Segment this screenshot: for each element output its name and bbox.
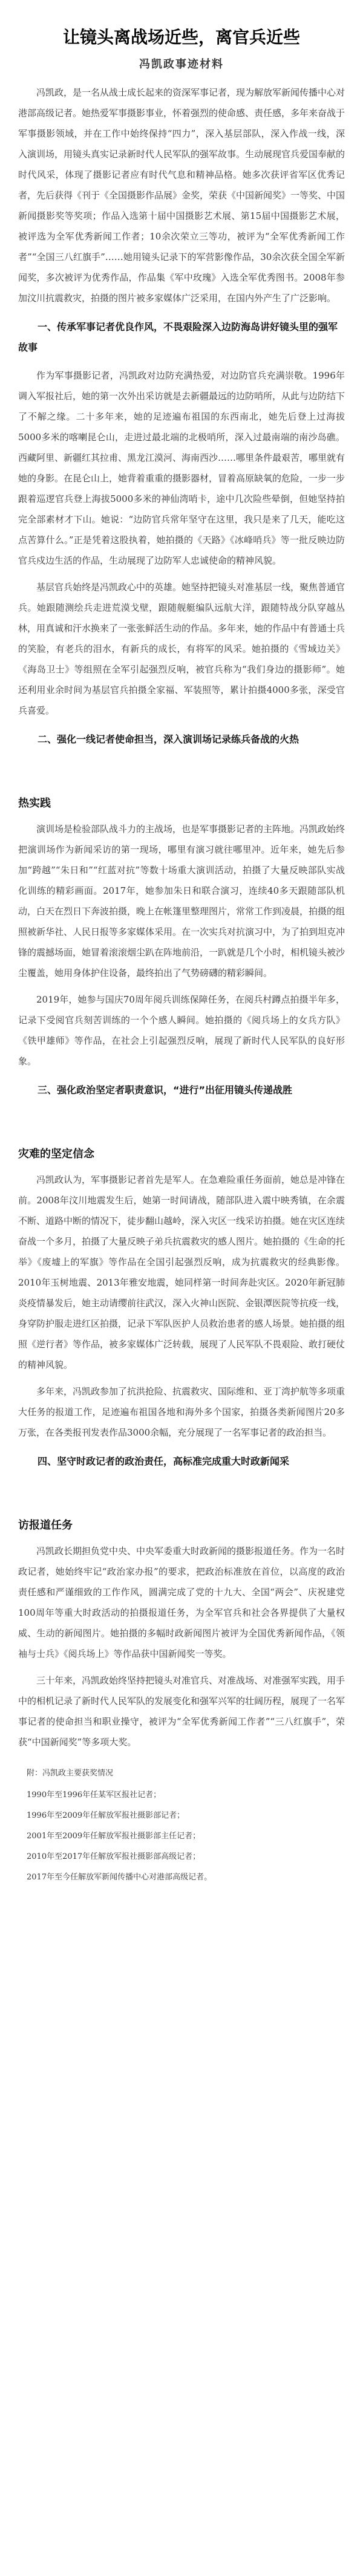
section-heading-4: 四、坚守时政记者的政治责任，高标准完成重大时政新闻采 — [38, 1456, 290, 1467]
section-4-paragraph-2: 三十年来，冯凯政始终坚持把镜头对准官兵、对准战场、对准强军实践，用手中的相机记录了新时代人民军队的发展变化和强军兴军的壮阔历程，展现了一名军事记者的使命担当和职业操守，被评为“全军优秀新闻工作者”“三八红旗手”，荣获“中国新闻奖”等多项大奖。 — [18, 1675, 345, 1748]
section-3-paragraph-2: 多年来，冯凯政参加了抗洪抢险、抗震救灾、国际维和、亚丁湾护航等多项重大任务的报道工作，足迹遍布祖国各地和海外多个国家，拍摄各类新闻图片20多万张，在各类报刊发表作品3000余幅，充分展现了一名军事记者的政治担当。 — [18, 1386, 345, 1438]
section-3-paragraph-1: 冯凯政认为，军事摄影记者首先是军人。在急难险重任务面前，她总是冲锋在前。2008年汶川地震发生后，她第一时间请战，随部队进入震中映秀镇，在余震不断、道路中断的情况下，徒步翻山越岭，深入灾区一线采访拍摄。她在灾区连续奋战一个多月，拍摄了大量反映子弟兵抗震救灾的感人图片。她拍摄的《生命的托举》《废墟上的军旗》等作品在全国引起强烈反响，成为抗震救灾的经典影像。2010年玉树地震、2013年雅安地震，她同样第一时间奔赴灾区。2020年新冠肺炎疫情暴发后，她主动请缨前往武汉，深入火神山医院、金银潭医院等抗疫一线，身穿防护服走进红区拍摄，记录下军队医护人员救治患者的感人场景。她拍摄的组照《逆行者》等作品，被多家媒体广泛转载，展现了人民军队不畏艰险、敢打硬仗的精神风貌。 — [18, 1174, 345, 1370]
appendix-item: 2017年至今任解放军新闻传播中心对港部高级记者。 — [27, 1873, 212, 1882]
section-heading-1: 一、传承军事记者优良作风，不畏艰险深入边防海岛讲好镜头里的强军故事 — [18, 321, 338, 353]
section-4-paragraph-1: 冯凯政长期担负党中央、中央军委重大时政新闻的摄影报道任务。作为一名时政记者，她始终牢记“政治家办报”的要求，把政治标准放在首位，以高度的政治责任感和严谨细致的工作作风，圆满完成了党的十九大、全国“两会”、庆祝建党100周年等重大时政活动的拍摄报道任务，为全军官兵和社会各界提供了大量权威、生动的新闻图片。她拍摄的多幅时政新闻图片被评为全国优秀新闻作品，《领袖与士兵》《阅兵场上》等作品获中国新闻奖一等奖。 — [18, 1546, 345, 1659]
article-title: 让镜头离战场近些，离官兵近些 — [62, 27, 300, 47]
section-1-paragraph-1: 作为军事摄影记者，冯凯政对边防充满热爱，对边防官兵充满崇敬。1996年调入军报社后，她的第一次外出采访就是去新疆最远的边防哨所，从此与边防结下了不解之缘。二十多年来，她的足迹遍布祖国的东西南北，她先后登上过海拔5000多米的喀喇昆仑山，走进过最北端的北极哨所，深入过最南端的南沙岛礁。西藏阿里、新疆红其拉甫、黑龙江漠河、海南西沙……哪里条件最艰苦，哪里就有她的身影。在昆仑山上，她背着重重的摄影器材，冒着高原缺氧的危险，一步一步跟着巡逻官兵登上海拔5000多米的神仙湾哨卡，途中几次险些晕倒，但她坚持拍完全部素材才下山。她说：“边防官兵常年坚守在这里，我只是来了几天，能吃这点苦算什么。”正是凭着这股执着，她拍摄的《天路》《冰峰哨兵》等一批反映边防官兵戍边生活的作品，生动展现了边防军人忠诚使命的精神风貌。 — [18, 370, 345, 566]
appendix-item: 1996年至2009年任解放军报社摄影部记者； — [27, 1811, 185, 1820]
section-heading-3: 三、强化政治坚定者职责意识，“进行”出征用镜头传递战胜 — [38, 1084, 293, 1096]
appendix-item: 1990年至1996年任某军区报社记者； — [27, 1791, 162, 1800]
intro-paragraph: 冯凯政，是一名从战士成长起来的资深军事记者，现为解放军新闻传播中心对港部高级记者。她热爱军事摄影事业，怀着强烈的使命感、责任感，多年来奋战于军事摄影领域，并在工作中始终保持“四力”，深入基层部队，深入作战一线，深入演训场，用镜头真实记录新时代人民军队的强军故事。生动展现官兵爱国奉献的时代风采，体现了摄影记者应有时代气息和精神品格。她多次获评省军区优秀记者，先后获得《刊于《全国摄影作品展》金奖，荣获《中国新闻奖》一等奖、中国新闻摄影奖等奖项；作品入选第十届中国摄影艺术展、第15届中国摄影艺术展，被评选为全军优秀新闻工作者；10余次荣立三等功，被评为“全军优秀新闻工作者”“全国三八红旗手”……她用镜头记录下的军营影像作品，30余次获全国全军新闻奖，多次被评为优秀作品，作品集《军中玫瑰》入选全军优秀图书。2008年参加汶川抗震救灾，拍摄的图片被多家媒体广泛采用，在国内外产生了广泛影响。 — [18, 87, 345, 304]
article-subtitle: 冯凯政事迹材料 — [139, 58, 224, 71]
appendix-title: 附：冯凯政主要获奖情况 — [27, 1769, 114, 1778]
appendix-item: 2001年至2009年任解放军报社摄影部主任记者； — [27, 1832, 201, 1841]
appendix-list — [18, 1785, 345, 1888]
section-1-paragraph-2: 基层官兵始终是冯凯政心中的英雄。她坚持把镜头对准基层一线，聚焦普通官兵。她跟随测绘兵走进荒漠戈壁，跟随舰艇编队远航大洋，跟随特战分队穿越丛林，用真诚和汗水换来了一张张鲜活生动的作品。多年来，她的作品中有普通士兵的笑脸，有老兵的泪水，有新兵的成长，有将军的风采。她拍摄的《雪域边关》《海岛卫士》等组照在全军引起强烈反响，被官兵称为“我们身边的摄影师”。她还利用业余时间为基层官兵拍摄全家福、军装照等，累计拍摄4000多张，深受官兵喜爱。 — [18, 582, 345, 716]
section-4-subheading: 访报道任务 — [18, 1519, 73, 1532]
section-2-paragraph-1: 演训场是检验部队战斗力的主战场，也是军事摄影记者的主阵地。冯凯政始终把演训场作为新闻采访的第一现场，哪里有演习就往哪里冲。近年来，她先后参加“跨越”“朱日和”“红蓝对抗”等数十场重大演训活动，拍摄了大量反映部队实战化训练的精彩画面。2017年，她参加朱日和联合演习，连续40多天跟随部队机动，白天在烈日下奔波拍摄，晚上在帐篷里整理图片，常常工作到凌晨，拍摄的组照被新华社、人民日报等多家媒体采用。在一次实兵对抗演习中，为了拍到坦克冲锋的震撼场面，她冒着滚滚烟尘趴在阵地前沿，一趴就是几个小时，相机镜头被沙尘覆盖，她用身体护住设备，最终拍出了气势磅礴的精彩瞬间。 — [18, 824, 345, 978]
section-2-subheading: 热实践 — [18, 797, 51, 810]
section-2-paragraph-2: 2019年，她参与国庆70周年阅兵训练保障任务，在阅兵村蹲点拍摄半年多，记录下受阅官兵刻苦训练的一个个感人瞬间。她拍摄的《阅兵场上的女兵方队》《铁甲雄师》等作品，在社会上引起强烈反响，展现了新时代人民军队的良好形象。 — [18, 994, 345, 1067]
section-3-subheading: 灾难的坚定信念 — [18, 1148, 94, 1160]
appendix — [18, 1764, 345, 1888]
section-heading-2: 二、强化一线记者使命担当，深入演训场记录练兵备战的火热 — [38, 733, 299, 745]
appendix-item: 2010年至2017年任解放军报社摄影部高级记者； — [27, 1852, 201, 1861]
